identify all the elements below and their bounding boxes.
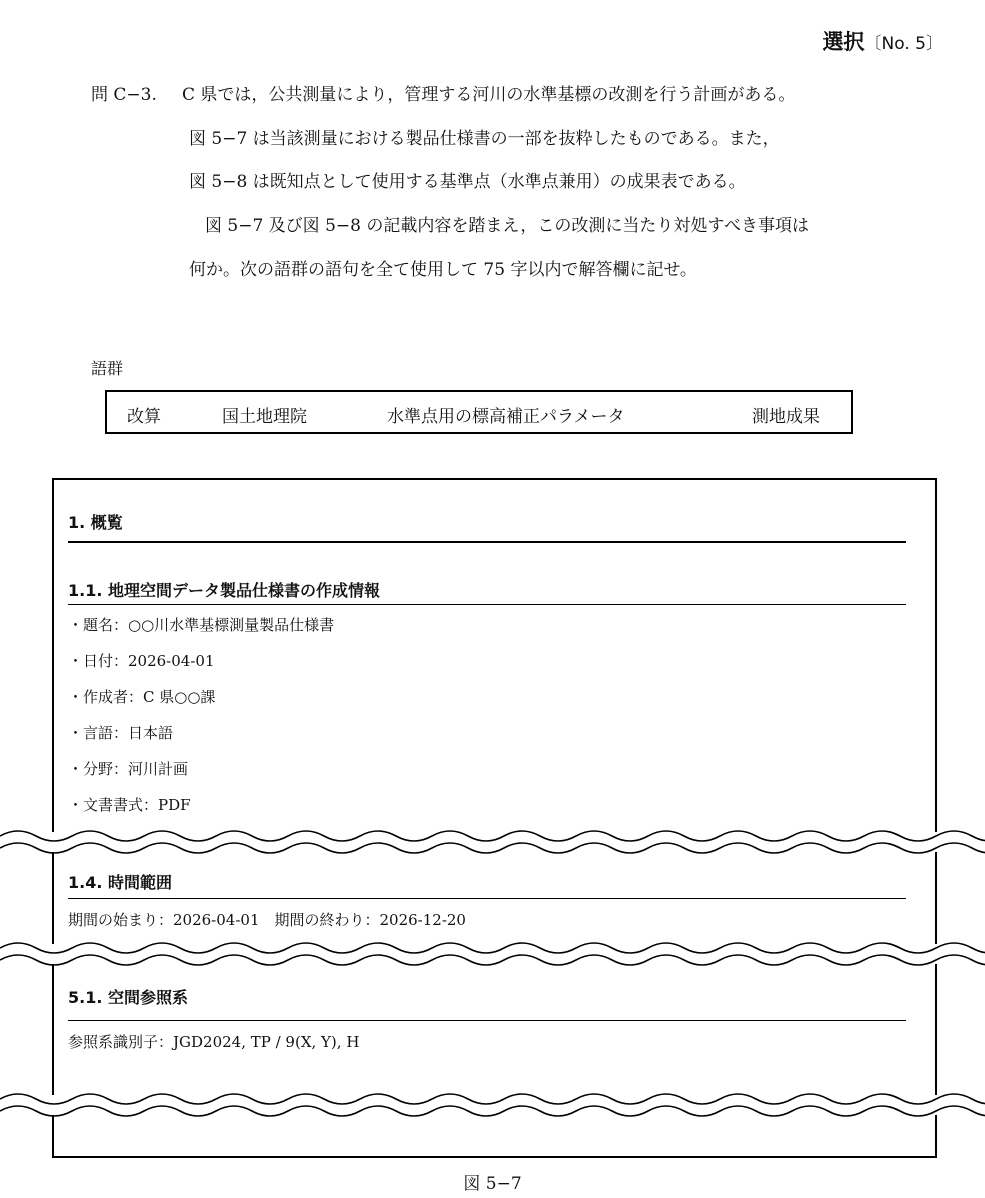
crs-identifier-text: 参照系識別子：JGD2024, TP / 9(X, Y), H <box>68 1033 360 1051</box>
time-range-text: 期間の始まり：2026-04-01 期間の終わり：2026-12-20 <box>68 911 466 929</box>
omission-wave <box>0 936 985 972</box>
spec-item-field: ・分野：河川計画 <box>68 760 189 778</box>
spec-item-author: ・作成者：C 県○○課 <box>68 688 216 706</box>
omission-wave <box>0 1087 985 1123</box>
spec-item-language: ・言語：日本語 <box>68 724 174 742</box>
word-item: 水準点用の標高補正パラメータ <box>387 407 625 427</box>
section-5-1-rule <box>68 1020 906 1021</box>
header-label: 選択 <box>822 30 865 54</box>
section-1-title: 1. 概覧 <box>68 513 123 532</box>
spec-item-format: ・文書書式：PDF <box>68 796 191 814</box>
question-line-2: 図 5−7 は当該測量における製品仕様書の一部を抜粋したものである。また， <box>189 129 780 149</box>
omission-wave <box>0 824 985 860</box>
page-header <box>823 26 943 56</box>
question-line-4: 図 5−7 及び図 5−8 の記載内容を踏まえ，この改測に当たり対処すべき事項は <box>205 216 810 236</box>
section-1-1-title: 1.1. 地理空間データ製品仕様書の作成情報 <box>68 581 380 600</box>
word-item: 国土地理院 <box>222 407 307 427</box>
spec-item-date: ・日付：2026-04-01 <box>68 652 215 670</box>
section-1-1-rule <box>68 604 906 605</box>
spec-item-title: ・題名：○○川水準基標測量製品仕様書 <box>68 616 335 634</box>
figure-caption: 図 5−7 <box>463 1174 522 1194</box>
section-1-4-title: 1.4. 時間範囲 <box>68 873 172 892</box>
question-line-1: C 県では，公共測量により，管理する河川の水準基標の改測を行う計画がある。 <box>182 85 796 105</box>
section-5-1-title: 5.1. 空間参照系 <box>68 988 188 1007</box>
question-label: 問 C−3. <box>91 85 157 105</box>
header-number: 〔No. 5〕 <box>864 34 943 54</box>
word-item: 測地成果 <box>752 407 820 427</box>
word-item: 改算 <box>127 407 161 427</box>
question-line-5: 何か。次の語群の語句を全て使用して 75 字以内で解答欄に記せ。 <box>189 260 697 280</box>
section-1-4-rule <box>68 898 906 899</box>
question-line-3: 図 5−8 は既知点として使用する基準点（水準点兼用）の成果表である。 <box>189 172 746 192</box>
word-group-box <box>105 390 853 434</box>
section-1-rule <box>68 541 906 543</box>
word-group-label: 語群 <box>91 359 124 378</box>
